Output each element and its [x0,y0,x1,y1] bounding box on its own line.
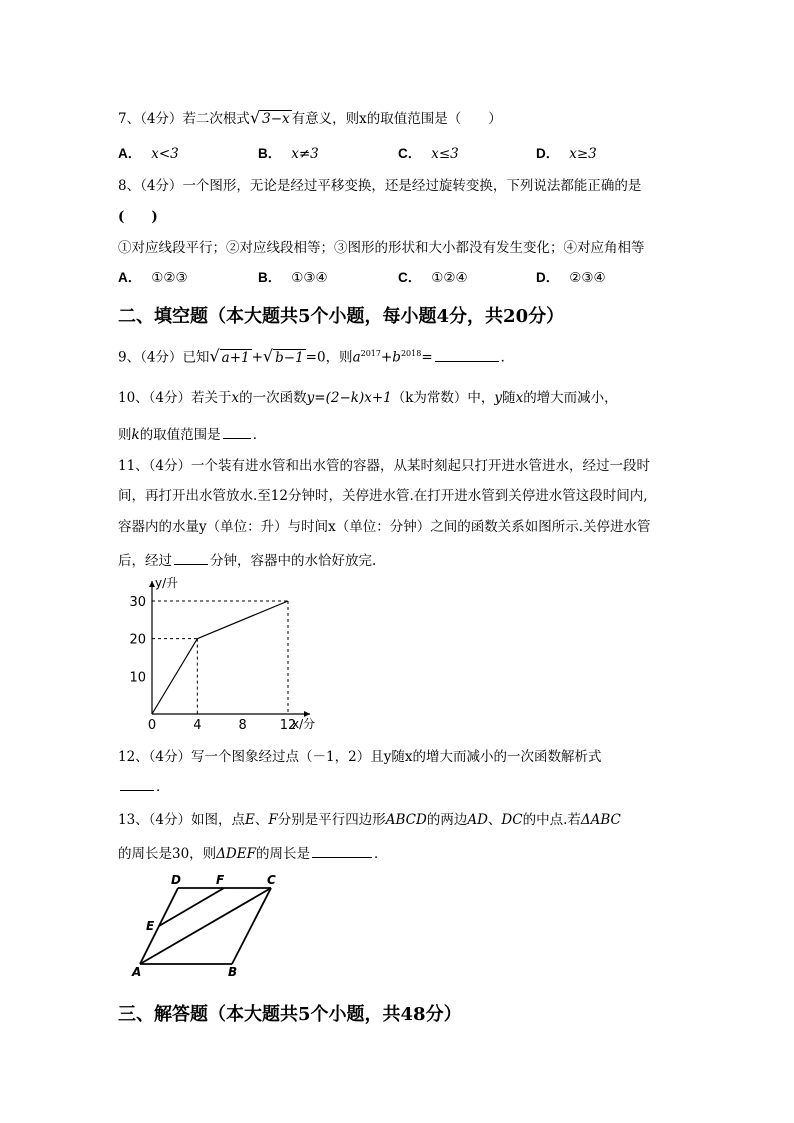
q13-number: 13、（4分） [118,812,192,828]
label-f: F [216,873,225,887]
question-8 [118,176,641,196]
q13-sep2: 、 [487,812,502,828]
q7-text-post2: 的取值范围是（ ） [366,111,502,127]
q13-end: ． [373,846,388,862]
q10-end: ． [252,427,267,443]
q13-side-ad: AD [467,812,488,828]
q9-number: 9、（4分） [118,349,183,366]
question-10-line2 [118,424,266,445]
q7-option-b: B． x≠3 [258,146,319,162]
q13-point-f: F [268,812,278,828]
q9-exp-2: 2018 [400,349,422,358]
question-10 [118,388,618,408]
q10-function: y=(2−k)x+1 [306,390,392,406]
question-11-line2: 间，再打开出水管放水.至12分钟时，关停进水管.在打开进水管到关停进水管这段时间内, [118,488,648,504]
y-axis-label: y/升 [155,576,179,590]
q10-var-x2: x [515,390,524,406]
q13-text-mid1: 分别是平行四边形 [277,812,386,828]
q12-number: 12、（4分） [118,749,192,765]
q11-chart [110,574,350,734]
q8-paren: ( ) [118,209,158,225]
q12-answer-blank[interactable] [120,776,154,791]
q13-point-e: E [245,812,255,828]
q10-var-y: y [494,390,503,406]
question-12 [118,747,601,767]
label-d: D [171,873,181,887]
chart-plot [129,575,315,733]
q10-var-x: x [231,390,240,406]
label-c: C [267,873,276,887]
q11-text-1: 一个装有进水管和出水管的容器，从某时刻起只打开进水管进水，经过一段时 [191,458,651,474]
q10-line2-text: 的取值范围是 [139,427,221,443]
q13-text-mid3: 的中点.若 [522,812,581,828]
q9-radicand-1: a+1 [221,349,250,366]
x-tick-8: 8 [238,718,247,733]
q13-side-dc: DC [501,812,523,828]
q7-option-c: C． x≤3 [398,146,459,162]
q9-radical-sign-1: √ [209,346,220,366]
y-tick-20: 20 [129,632,146,648]
series-line [152,601,288,714]
q8-text: 一个图形，无论是经过平移变换，还是经过旋转变换，下列说法都能正确的是 [182,178,642,194]
q10-number: 10、（4分） [118,390,192,406]
q9-radicand-2: b−1 [275,349,304,366]
q8-option-b: B． ①③④ [258,270,328,286]
q9-eq-zero: =0 [305,349,326,366]
q13-figure [128,872,308,982]
q13-text-mid2: 的两边 [426,812,468,828]
q8-statements: ①对应线段平行；②对应线段相等；③图形的形状和大小都没有发生变化；④对应角相等 [118,240,645,256]
q10-text-mid3: 的增大而减小， [523,390,618,406]
label-e: E [146,919,155,933]
q9-plus-2: + [380,349,393,366]
q13-parallelogram: ABCD [385,812,427,828]
q7-text-post: 有意义，则 [291,111,360,127]
q7-option-a: A． x<3 [118,146,179,162]
question-11-line1 [118,456,650,476]
question-11-line4 [118,550,376,571]
question-13 [118,810,621,830]
q10-note: （k为常数）中， [391,390,495,406]
label-a: A [132,965,142,979]
y-tick-10: 10 [129,670,146,686]
q8-option-a: A． ①②③ [118,270,188,286]
x-tick-12: 12 [279,718,297,733]
q8-option-c: C． ①②④ [398,270,468,286]
q9-text-pre: 已知 [182,349,210,366]
q7-radicand: 3−x [262,111,290,127]
q9-var-a: a [352,349,361,366]
q13-triangle-abc: ΔABC [580,812,621,828]
q13-answer-blank[interactable] [312,843,372,858]
question-13-line2 [118,843,387,864]
q9-var-b: b [392,349,401,366]
q10-line2-pre: 则 [118,427,132,443]
q9-text-mid: ，则 [325,349,353,366]
q13-text-pre: 如图，点 [191,812,246,828]
q9-eq: = [421,349,433,366]
q9-answer-blank[interactable] [435,347,499,362]
label-b: B [228,965,238,979]
q13-sep: 、 [254,812,269,828]
x-tick-4: 4 [193,718,202,733]
question-11-line3: 容器内的水量y（单位：升）与时间x（单位：分钟）之间的函数关系如图所示.关停进水管 [118,519,651,535]
q8-number: 8、（4分） [118,178,183,194]
q11-text-4a: 后，经过 [118,553,172,569]
section-2-heading: 二、填空题（本大题共5个小题，每小题4分，共20分） [118,306,565,327]
q7-option-d: D． x≥3 [536,146,597,162]
q11-number: 11、（4分） [118,458,192,474]
y-tick-30: 30 [129,595,146,610]
q13-text-l2b: 的周长是 [255,846,310,862]
q9-exp-1: 2017 [360,349,381,358]
question-7 [118,108,502,129]
x-axis-label: x/分 [292,717,316,731]
q9-plus: + [251,349,263,366]
q12-end: ． [156,779,170,795]
q9-end: ． [500,349,515,366]
question-12-line2 [118,776,170,797]
q7-text-pre: 若二次根式 [182,111,250,127]
q7-number: 7、（4分） [118,111,183,127]
q7-radical-sign: √ [249,108,261,127]
q10-text-mid1: 的一次函数 [239,390,307,406]
q13-triangle-def: ΔDEF [216,846,256,862]
q11-answer-blank[interactable] [174,550,208,565]
q10-text-mid2: 随 [502,390,516,406]
section-3-heading: 三、解答题（本大题共5个小题，共48分） [118,1004,462,1025]
q11-text-4b: 分钟，容器中的水恰好放完. [210,553,377,569]
q10-var-k: k [131,427,140,443]
q9-radical-sign-2: √ [262,346,274,366]
x-tick-0: 0 [147,718,157,733]
question-9 [118,344,514,368]
q7-var: x [359,111,367,127]
q13-text-l2a: 的周长是30，则 [118,846,217,862]
q10-answer-blank[interactable] [223,424,251,439]
q12-text: 写一个图象经过点（－1，2）且y随x的增大而减小的一次函数解析式 [191,749,602,765]
q8-option-d: D． ②③④ [536,270,606,286]
q10-text-pre: 若关于 [191,390,232,406]
